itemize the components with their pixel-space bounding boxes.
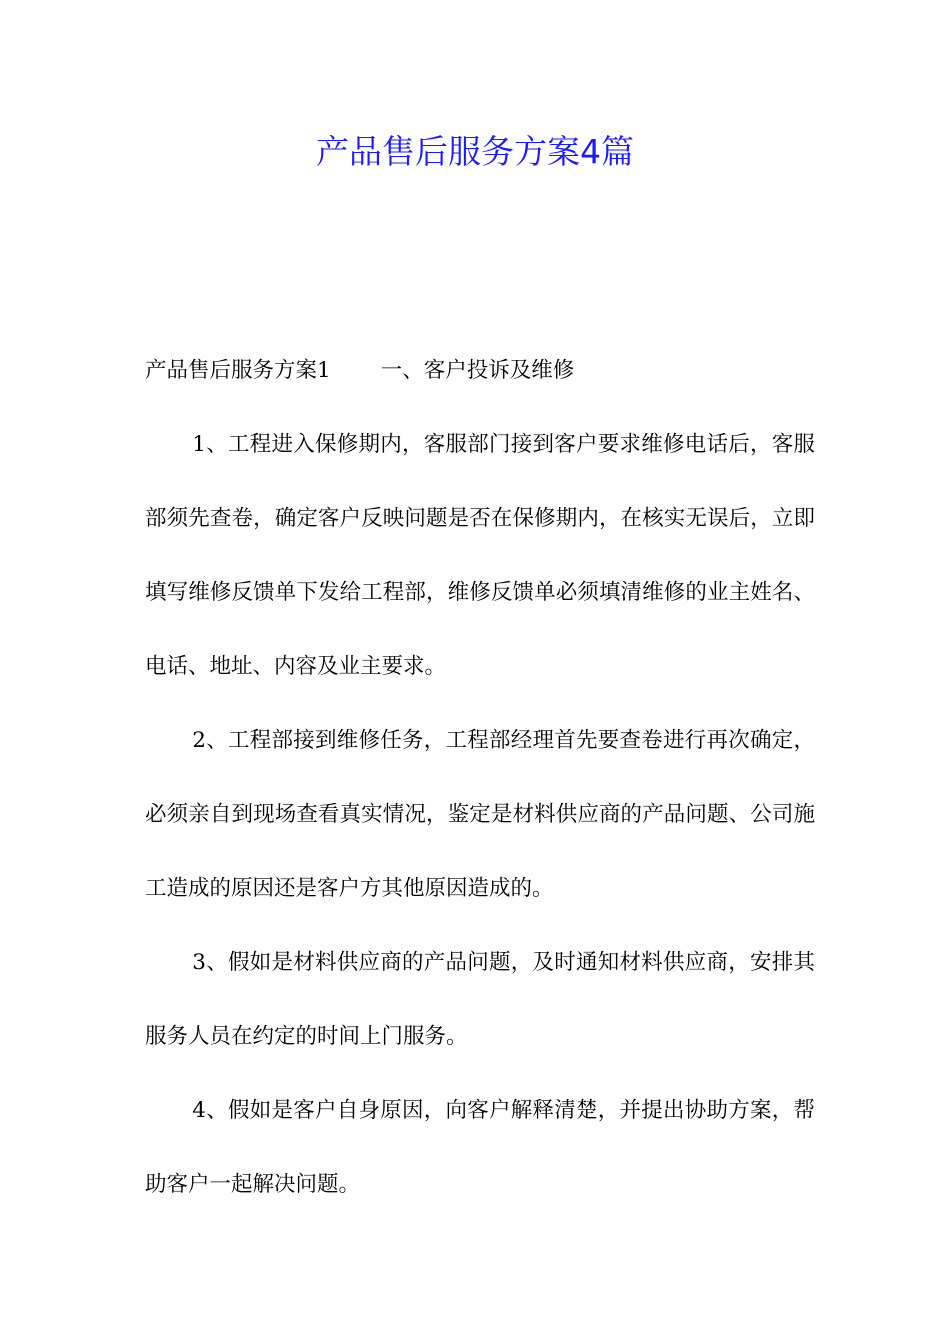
document-body — [145, 334, 815, 1222]
paragraph-3: 3、假如是材料供应商的产品问题，及时通知材料供应商，安排其服务人员在约定的时间上门服务。 — [145, 950, 815, 1049]
paragraph-1: 1、工程进入保修期内，客服部门接到客户要求维修电话后，客服部须先查卷，确定客户反映问题是否在保修期内，在核实无误后，立即填写维修反馈单下发给工程部，维修反馈单必须填清维修的业主姓名、电话、地址、内容及业主要求。 — [145, 432, 815, 679]
paragraph-4: 4、假如是客户自身原因，向客户解释清楚，并提出协助方案，帮助客户一起解决问题。 — [145, 1098, 815, 1197]
section-heading: 一、客户投诉及维修 — [380, 358, 575, 383]
section-heading-line — [145, 334, 815, 408]
document-title: 产品售后服务方案4篇 — [316, 132, 634, 171]
paragraph-2: 2、工程部接到维修任务，工程部经理首先要查卷进行再次确定，必须亲自到现场查看真实情况，鉴定是材料供应商的产品问题、公司施工造成的原因还是客户方其他原因造成的。 — [145, 728, 815, 901]
plan-heading: 产品售后服务方案1 — [145, 358, 331, 383]
